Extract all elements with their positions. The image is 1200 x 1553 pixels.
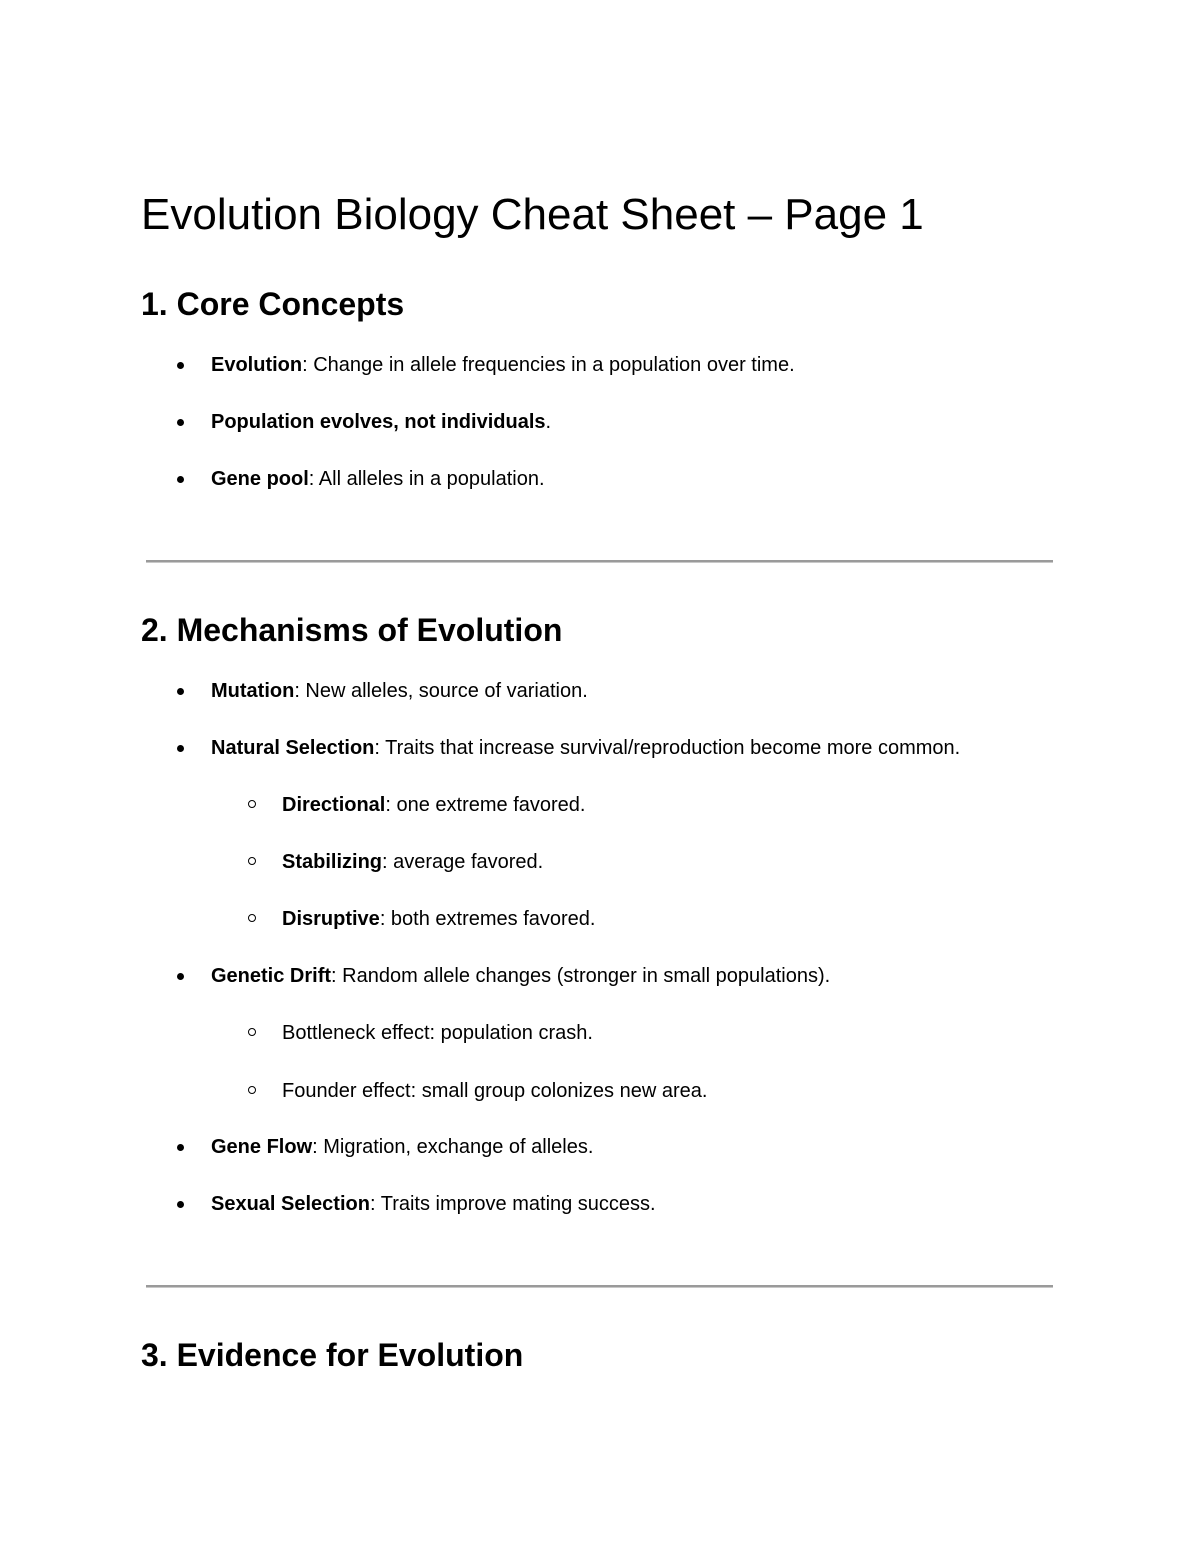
item-text: : Migration, exchange of alleles.	[312, 1136, 594, 1158]
item-text: : Random allele changes (stronger in small populations).	[331, 965, 831, 987]
item-text: : one extreme favored.	[385, 794, 586, 816]
hollow-bullet-icon	[248, 1028, 256, 1036]
list-item	[211, 678, 588, 704]
bullet-icon	[177, 688, 184, 695]
item-text: Founder effect: small group colonizes new area.	[282, 1080, 708, 1102]
item-term: Stabilizing	[282, 851, 382, 873]
list-item	[211, 352, 795, 378]
item-text: : average favored.	[382, 851, 544, 873]
sub-list-item	[282, 906, 595, 932]
bullet-icon	[177, 1144, 184, 1151]
item-term: Genetic Drift	[211, 965, 332, 987]
bullet-icon	[177, 1201, 184, 1208]
bullet-icon	[177, 973, 184, 980]
list-item	[211, 735, 960, 761]
item-term: Disruptive	[282, 908, 380, 930]
list-item	[211, 963, 830, 989]
item-text: : New alleles, source of variation.	[294, 680, 588, 702]
sub-list-item	[282, 1078, 707, 1104]
list-item	[211, 1191, 656, 1217]
item-text: : Traits improve mating success.	[369, 1193, 656, 1215]
item-text: : All alleles in a population.	[308, 468, 545, 490]
item-term: Gene pool	[211, 468, 309, 490]
bullet-icon	[177, 476, 184, 483]
item-term: Evolution	[211, 354, 303, 376]
horizontal-divider	[146, 560, 1053, 563]
horizontal-divider	[146, 1285, 1053, 1288]
item-text: : Traits that increase survival/reproduction become more common.	[374, 737, 961, 759]
sub-list-item	[282, 792, 585, 818]
item-term: Natural Selection	[211, 737, 375, 759]
section-heading-mechanisms: 2. Mechanisms of Evolution	[141, 612, 563, 648]
list-item	[211, 409, 551, 435]
section-heading-evidence: 3. Evidence for Evolution	[141, 1337, 524, 1373]
hollow-bullet-icon	[248, 1086, 256, 1094]
sub-list-item	[282, 1020, 593, 1046]
bullet-icon	[177, 419, 184, 426]
item-term: Directional	[282, 794, 386, 816]
list-item	[211, 1134, 593, 1160]
item-term: Gene Flow	[211, 1136, 313, 1158]
hollow-bullet-icon	[248, 857, 256, 865]
item-text: Bottleneck effect: population crash.	[282, 1022, 593, 1044]
hollow-bullet-icon	[248, 914, 256, 922]
item-text: .	[545, 411, 552, 433]
list-item	[211, 466, 545, 492]
section-heading-core-concepts: 1. Core Concepts	[141, 286, 405, 322]
item-term: Sexual Selection	[211, 1193, 370, 1215]
bullet-icon	[177, 745, 184, 752]
hollow-bullet-icon	[248, 800, 256, 808]
item-term: Population evolves, not individuals	[211, 411, 546, 433]
bullet-icon	[177, 362, 184, 369]
page-title: Evolution Biology Cheat Sheet – Page 1	[141, 190, 924, 239]
item-text: : both extremes favored.	[379, 908, 596, 930]
item-term: Mutation	[211, 680, 295, 702]
item-text: : Change in allele frequencies in a population over time.	[302, 354, 795, 376]
sub-list-item	[282, 849, 543, 875]
